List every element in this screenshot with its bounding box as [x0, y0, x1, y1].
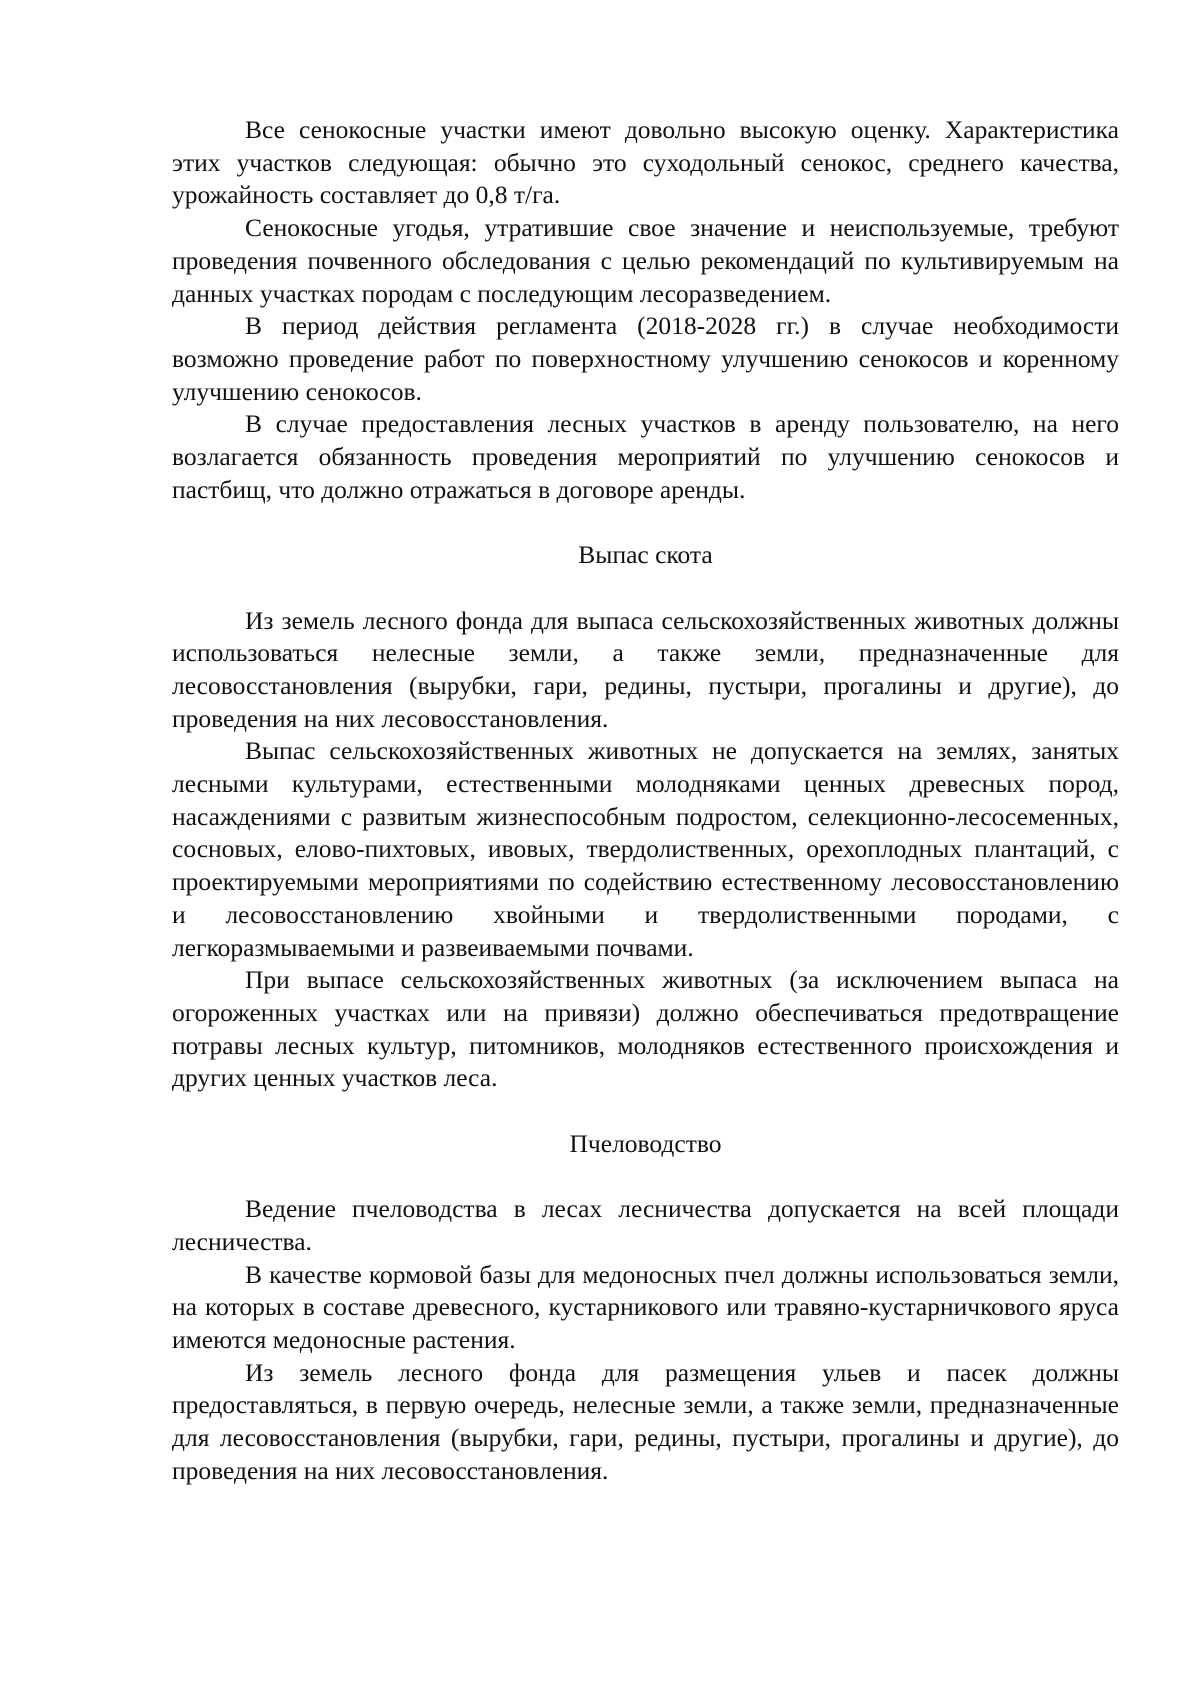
section-heading-grazing: Выпас скота	[578, 540, 713, 570]
paragraph-beekeeping-area: Ведение пчеловодства в лесах лесничества допускается на всей площади лесничества.	[172, 1194, 1119, 1256]
paragraph-hayfield-rating: Все сенокосные участки имеют довольно высокую оценку. Характеристика этих участков следующая: обычно это суходольный сенокос, среднего качества, урожайность составляет до 0,8 т/га.	[172, 115, 1119, 210]
paragraph-beekeeping-apiaries: Из земель лесного фонда для размещения ульев и пасек должны предоставляться, в первую очередь, нелесные земли, а также земли, предназначенные для лесовосстановления (вырубки, гари, редины, пустыри, прогалины и другие), до проведения на них лесовосстановления.	[172, 1357, 1119, 1485]
section-spacer	[172, 1095, 1119, 1128]
paragraph-beekeeping-forage: В качестве кормовой базы для медоносных пчел должны использоваться земли, на которых в составе древесного, кустарникового или травяно-кустарничкового яруса имеются медоносные растения.	[172, 1259, 1119, 1354]
section-spacer	[172, 572, 1119, 605]
section-spacer	[172, 1160, 1119, 1193]
paragraph-grazing-lands: Из земель лесного фонда для выпаса сельскохозяйственных животных должны использоваться нелесные земли, а также земли, предназначенные для лесовосстановления (вырубки, гари, редины, пустыри, прогалины и другие), до проведения на них лесовосстановления.	[172, 605, 1119, 733]
paragraph-grazing-prohibited: Выпас сельскохозяйственных животных не допускается на землях, занятых лесными культурами, естественными молодняками ценных древесных пород, насаждениями с развитым жизнеспособным подростом, селекционно-лесосеменных, сосновых, елово-пихтовых, ивовых, твердолиственных, орехоплодных плантаций, с проектируемыми мероприятиями по содействию естественному лесовосстановлению и лесовосстановлению хвойными и твердолиственными породами, с легкоразмываемыми и развеиваемыми почвами.	[172, 736, 1119, 962]
paragraph-grazing-protection: При выпасе сельскохозяйственных животных (за исключением выпаса на огороженных участках или на привязи) должно обеспечиваться предотвращение потравы лесных культур, питомников, молодняков естественного происхождения и других ценных участков леса.	[172, 965, 1119, 1093]
section-heading-beekeeping: Пчеловодство	[569, 1128, 722, 1158]
paragraph-hayfield-unused: Сенокосные угодья, утратившие свое значение и неиспользуемые, требуют проведения почвенного обследования с целью рекомендаций по культивируемым на данных участках породам с последующим лесоразведением.	[172, 213, 1119, 308]
page-body	[172, 114, 1119, 1487]
paragraph-hayfield-improvement: В период действия регламента (2018-2028 гг.) в случае необходимости возможно проведение работ по поверхностному улучшению сенокосов и коренному улучшению сенокосов.	[172, 311, 1119, 406]
section-spacer	[172, 506, 1119, 539]
paragraph-hayfield-lease: В случае предоставления лесных участков в аренду пользователю, на него возлагается обязанность проведения мероприятий по улучшению сенокосов и пастбищ, что должно отражаться в договоре аренды.	[172, 409, 1119, 504]
